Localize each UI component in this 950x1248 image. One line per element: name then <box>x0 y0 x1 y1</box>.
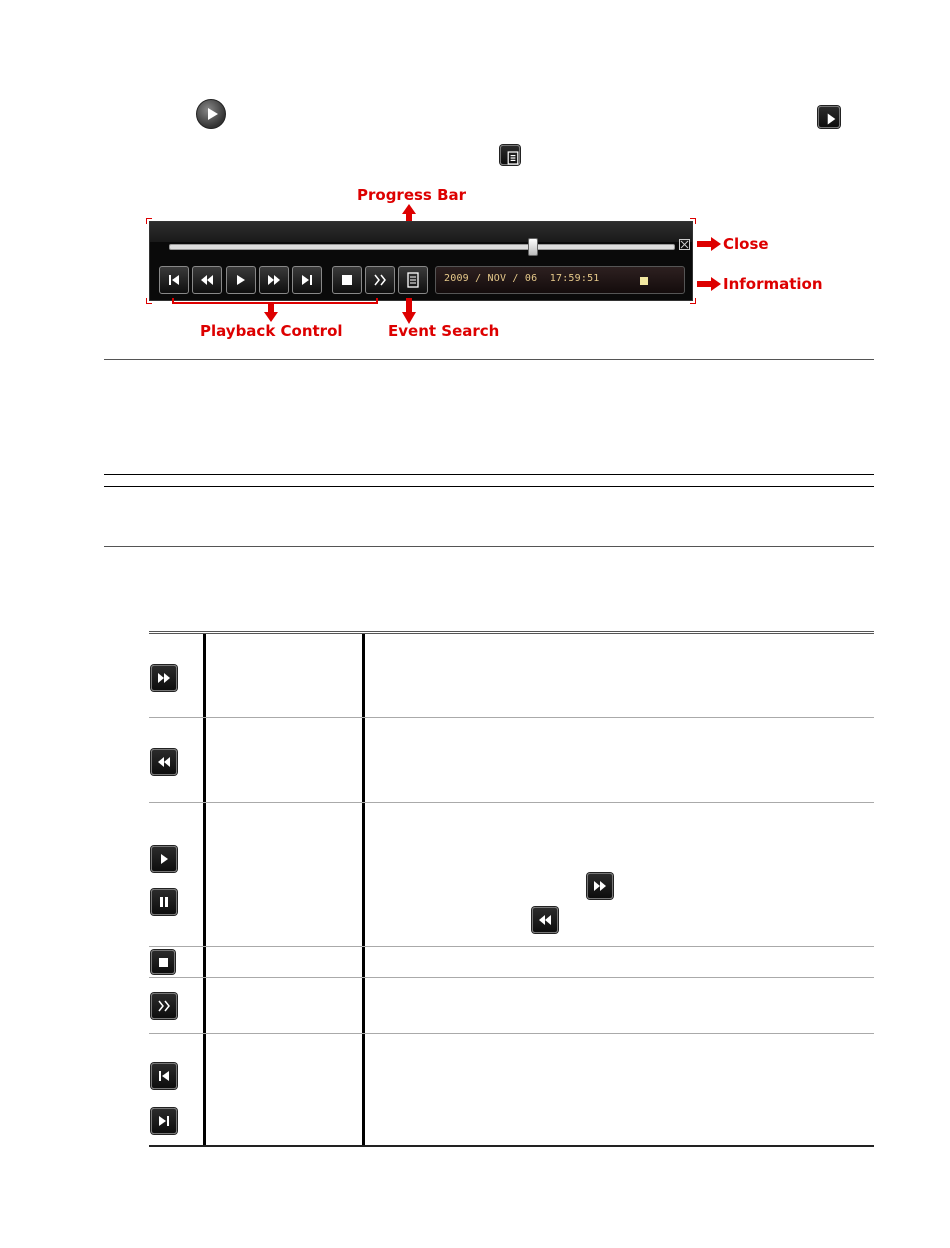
play-icon <box>818 106 840 128</box>
next-icon <box>151 1108 177 1134</box>
table-row-divider <box>149 1033 874 1034</box>
progress-bar-label: Progress Bar <box>357 186 467 204</box>
information-label: Information <box>723 275 823 293</box>
table-row-divider <box>149 977 874 978</box>
table-row-divider <box>149 802 874 803</box>
table-top-border <box>149 631 874 634</box>
previous-icon <box>151 1063 177 1089</box>
divider <box>104 546 874 547</box>
play-icon <box>151 846 177 872</box>
divider <box>104 359 874 360</box>
rewind-icon <box>532 907 558 933</box>
panel-highlight-frame <box>146 218 696 304</box>
close-arrow <box>697 237 721 251</box>
table-row-divider <box>149 717 874 718</box>
close-label: Close <box>723 235 769 253</box>
slow-play-icon <box>151 993 177 1019</box>
fast-forward-icon <box>587 873 613 899</box>
rewind-icon <box>151 749 177 775</box>
table-bottom-border <box>149 1145 874 1147</box>
playback-control-label: Playback Control <box>200 322 343 340</box>
fast-forward-icon <box>151 665 177 691</box>
divider <box>104 474 874 475</box>
table-row-divider <box>149 946 874 947</box>
info-datetime: 2009 / NOV / 06 17:59:51 <box>444 273 600 284</box>
event-search-arrow <box>402 298 416 324</box>
event-search-icon <box>500 145 520 165</box>
stop-icon <box>151 950 175 974</box>
pause-icon <box>151 889 177 915</box>
information-arrow <box>697 277 721 291</box>
divider <box>104 486 874 487</box>
table-column-divider <box>203 634 206 1145</box>
play-circle-icon <box>196 99 226 129</box>
playback-control-bracket <box>172 298 378 324</box>
table-column-divider <box>362 634 365 1145</box>
event-search-label: Event Search <box>388 322 500 340</box>
